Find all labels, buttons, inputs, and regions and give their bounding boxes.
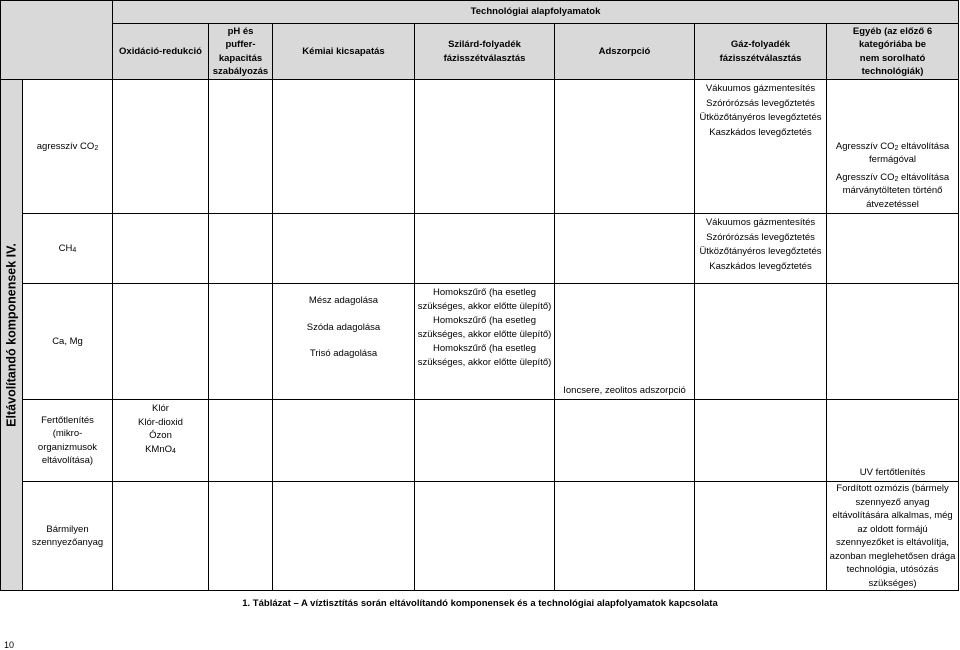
list-item: Vákuumos gázmentesítés [705, 217, 816, 228]
ch4-precip-cell [273, 214, 415, 284]
row-label-camg: Ca, Mg [23, 284, 113, 400]
column-header-gas-liquid: Gáz-folyadék fázisszétválasztás [695, 24, 827, 80]
row-label-disinfection: Fertőtlenítés (mikro- organizmusok eltávolítása) [23, 400, 113, 482]
co2-precip-cell [273, 80, 415, 214]
row-label-any: Bármilyen szennyezőanyag [23, 482, 113, 591]
list-item: Kaszkádos levegőztetés [709, 126, 812, 138]
list-item: Kaszkádos levegőztetés [709, 260, 812, 272]
column-header-other: Egyéb (az előző 6 kategóriába be nem sorolható technológiák) [827, 24, 959, 80]
list-item: Homokszűrő (ha esetleg szükséges, akkor előtte ülepítő) [417, 315, 552, 340]
list-item: Ózon [149, 430, 172, 441]
disinfection-adsorption-cell [555, 400, 695, 482]
camg-solid-cell [415, 284, 555, 400]
list-item: Klór [152, 403, 169, 414]
list-item: Szóda adagolása [306, 321, 381, 333]
ch4-solid-cell [415, 214, 555, 284]
co2-ph-cell [209, 80, 273, 214]
any-solid-cell [415, 482, 555, 591]
any-gas-cell [695, 482, 827, 591]
table-caption: 1. Táblázat – A víztisztítás során eltávolítandó komponensek és a technológiai alapfolyamatok kapcsolata [242, 598, 718, 609]
list-item: KMnO$_4$ [145, 443, 176, 455]
list-item: Szórórózsás levegőztetés [706, 231, 815, 243]
ch4-oxred-cell [113, 214, 209, 284]
list-item: Vákuumos gázmentesítés [705, 83, 816, 94]
column-header-solid-liquid: Szilárd-folyadék fázisszétválasztás [415, 24, 555, 80]
disinfection-gas-cell [695, 400, 827, 482]
any-oxred-cell [113, 482, 209, 591]
any-precip-cell [273, 482, 415, 591]
ch4-other-cell [827, 214, 959, 284]
list-item: Szórórózsás levegőztetés [706, 97, 815, 109]
side-label: Eltávolítandó komponensek IV. [3, 243, 18, 427]
co2-other-cell [827, 80, 959, 214]
any-other-cell: Fordított ozmózis (bármely szennyező anyag eltávolítására alkalmas, még az oldott formájú szennyezőket is eltávolítja, azonban meglehetősen drága technológia, utósózás szükséges) [827, 482, 959, 591]
list-item: Agresszív $CO_2$ eltávolítása fermágóval [835, 140, 950, 165]
camg-gas-cell [695, 284, 827, 400]
list-item: Homokszűrő (ha esetleg szükséges, akkor előtte ülepítő) [417, 287, 552, 312]
list-item: Agresszív $CO_2$ eltávolítása márványtölteten történő átvezetéssel [835, 171, 950, 210]
column-header-oxred: Oxidáció-redukció [113, 24, 209, 80]
any-ph-cell [209, 482, 273, 591]
disinfection-other-cell: UV fertőtlenítés [827, 400, 959, 482]
camg-oxred-cell [113, 284, 209, 400]
camg-other-cell [827, 284, 959, 400]
page-number: 10 [4, 640, 15, 650]
co2-gas-cell [695, 80, 827, 214]
row-label-ch4: $CH_4$ [23, 214, 113, 284]
disinfection-ph-cell [209, 400, 273, 482]
list-item: Trisó adagolása [309, 348, 378, 359]
column-header-ph: pH és puffer- kapacitás szabályozás [209, 24, 273, 80]
disinfection-solid-cell [415, 400, 555, 482]
co2-solid-cell [415, 80, 555, 214]
list-item: Ütközőtányéros levegőztetés [699, 246, 822, 257]
ch4-adsorption-cell [555, 214, 695, 284]
list-item: Mész adagolása [308, 295, 379, 306]
ch4-ph-cell [209, 214, 273, 284]
row-label-co2: agresszív $CO_2$ [23, 80, 113, 214]
main-title: Technológiai alapfolyamatok [113, 1, 959, 24]
co2-oxred-cell [113, 80, 209, 214]
any-adsorption-cell [555, 482, 695, 591]
disinfection-oxred-cell [113, 400, 209, 482]
camg-precip-cell [273, 284, 415, 400]
disinfection-precip-cell [273, 400, 415, 482]
list-item: Homokszűrő (ha esetleg szükséges, akkor előtte ülepítő) [417, 343, 552, 368]
corner-cell [1, 1, 113, 80]
camg-ph-cell [209, 284, 273, 400]
camg-adsorption-cell: Ioncsere, zeolitos adszorpció [555, 284, 695, 400]
column-header-precipitation: Kémiai kicsapatás [273, 24, 415, 80]
side-header [1, 80, 23, 591]
list-item: Klór-dioxid [138, 416, 183, 428]
list-item: Ütközőtányéros levegőztetés [699, 112, 822, 123]
co2-adsorption-cell [555, 80, 695, 214]
ch4-gas-cell [695, 214, 827, 284]
column-header-adsorption: Adszorpció [555, 24, 695, 80]
